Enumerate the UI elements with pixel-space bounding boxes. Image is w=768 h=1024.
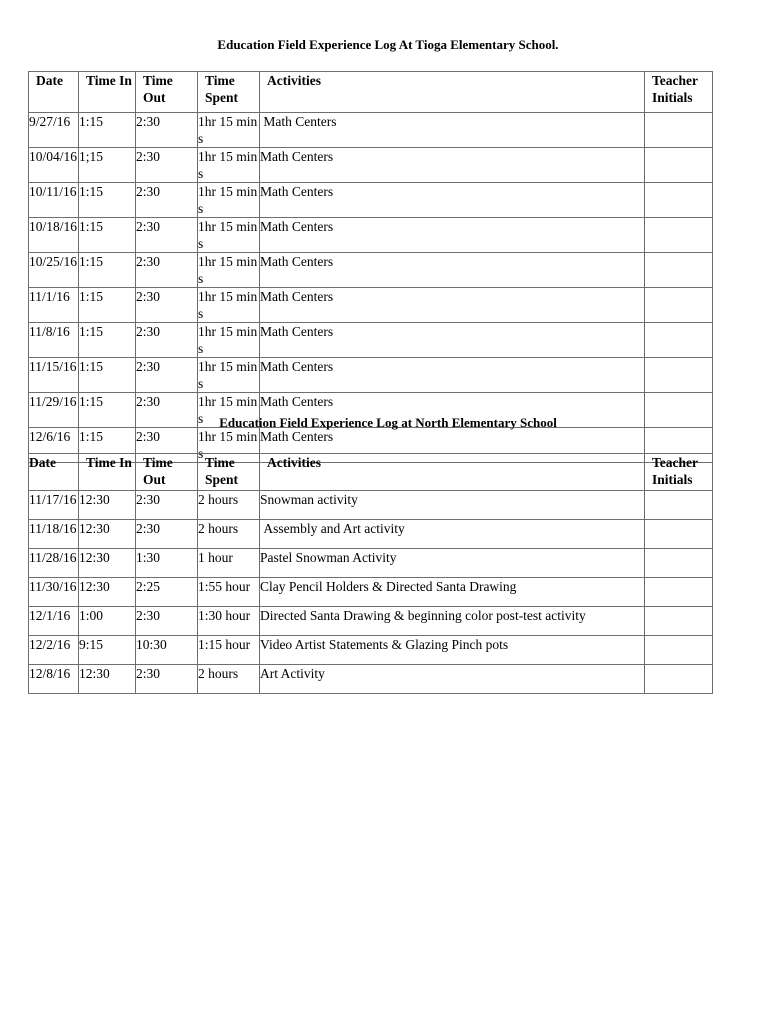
cell-time-in-text: 1;15 [79,149,104,164]
cell-time-spent-text: 1hr 15 mins [198,114,258,146]
cell-date-text: 11/30/16 [29,579,77,594]
tioga-log-table [28,71,713,463]
cell-time-out-text: 2:30 [136,324,161,339]
header-time-spent: Time Spent [198,454,260,491]
cell-time-out [136,288,198,323]
cell-time-spent-text: 2 hours [198,492,239,507]
cell-time-out [136,665,198,694]
cell-date [29,183,79,218]
cell-time-spent-text: 1hr 15 mins [198,184,258,216]
cell-time-out [136,218,198,253]
cell-date [29,607,79,636]
cell-date [29,358,79,393]
cell-time-in-text: 12:30 [79,492,110,507]
cell-time-out [136,253,198,288]
cell-time-in-text: 12:30 [79,550,110,565]
north-log-body [29,491,713,694]
header-time-in: Time In [79,72,136,113]
table-row [29,323,713,358]
cell-time-out-text: 2:25 [136,579,161,594]
cell-teacher-initials-text [645,607,712,635]
cell-date [29,520,79,549]
cell-activity [260,665,645,694]
cell-time-in-text: 1:00 [79,608,104,623]
cell-activity [260,636,645,665]
cell-time-in-text: 1:15 [79,114,104,129]
cell-teacher-initials-text [645,323,712,357]
cell-activity-text: Snowman activity [260,492,358,507]
cell-time-spent-text: 1hr 15 mins [198,289,258,321]
cell-date [29,578,79,607]
cell-time-spent [198,520,260,549]
cell-teacher-initials [645,113,713,148]
cell-date [29,288,79,323]
cell-activity [260,520,645,549]
cell-activity [260,148,645,183]
cell-time-in [79,491,136,520]
cell-time-spent [198,549,260,578]
header-time-spent: Time Spent [198,72,260,113]
cell-teacher-initials [645,520,713,549]
cell-activity-text: Math Centers [260,219,334,234]
cell-time-spent [198,491,260,520]
cell-activity-text: Clay Pencil Holders & Directed Santa Drawing [260,579,517,594]
cell-date-text: 9/27/16 [29,114,71,129]
cell-time-spent-text: 2 hours [198,521,239,536]
cell-date-text: 12/6/16 [29,429,71,444]
cell-activity [260,358,645,393]
header-date: Date [29,72,79,113]
cell-time-out-text: 2:30 [136,429,161,444]
cell-time-spent [198,148,260,183]
cell-time-out-text: 2:30 [136,521,161,536]
cell-time-in-text: 1:15 [79,394,104,409]
cell-time-in [79,113,136,148]
north-log-title: Education Field Experience Log at North Elementary School [219,415,557,430]
cell-date-text: 11/1/16 [29,289,70,304]
cell-date-text: 10/04/16 [29,149,78,164]
cell-time-out-text: 2:30 [136,359,161,374]
table-row [29,665,713,694]
cell-teacher-initials-text [645,358,712,392]
cell-time-out [136,183,198,218]
cell-time-in-text: 1:15 [79,254,104,269]
cell-date-text: 10/11/16 [29,184,77,199]
cell-date [29,665,79,694]
table-row [29,636,713,665]
cell-time-in [79,636,136,665]
header-time-out: Time Out [136,72,198,113]
cell-time-out-text: 2:30 [136,394,161,409]
cell-time-in [79,549,136,578]
cell-time-out-text: 2:30 [136,289,161,304]
cell-date [29,218,79,253]
cell-date-text: 11/18/16 [29,521,77,536]
cell-teacher-initials-text [645,113,712,147]
tioga-log-body [29,113,713,463]
table-row [29,578,713,607]
table-row [29,253,713,288]
cell-time-out-text: 2:30 [136,114,161,129]
cell-teacher-initials [645,148,713,183]
cell-time-spent-text: 1hr 15 mins [198,219,258,251]
cell-time-spent-text: 1hr 15 mins [198,394,258,426]
cell-date [29,323,79,358]
header-teacher-initials: Teacher Initials [645,454,713,491]
table-row [29,148,713,183]
cell-activity-text: Math Centers [260,149,334,164]
cell-time-out [136,113,198,148]
cell-time-in-text: 1:15 [79,359,104,374]
cell-date-text: 11/17/16 [29,492,77,507]
cell-time-out [136,323,198,358]
cell-activity [260,578,645,607]
cell-date-text: 10/18/16 [29,219,78,234]
cell-time-spent [198,607,260,636]
cell-time-spent-text: 1hr 15 mins [198,149,258,181]
cell-time-in [79,323,136,358]
cell-teacher-initials [645,218,713,253]
cell-activity-text: Art Activity [260,666,325,681]
cell-time-out-text: 2:30 [136,184,161,199]
cell-date-text: 11/28/16 [29,550,77,565]
cell-time-in [79,665,136,694]
cell-date [29,253,79,288]
cell-teacher-initials-text [645,218,712,252]
table-row [29,491,713,520]
cell-time-in [79,358,136,393]
cell-time-out-text: 10:30 [136,637,167,652]
cell-time-out-text: 2:30 [136,219,161,234]
table-header-row [29,454,713,491]
cell-time-spent-text: 1hr 15 mins [198,429,258,461]
cell-time-spent-text: 1:55 hour [198,579,251,594]
cell-time-spent-text: 1hr 15 mins [198,324,258,356]
cell-time-in-text: 12:30 [79,521,110,536]
table-row [29,607,713,636]
cell-time-out [136,358,198,393]
header-activities: Activities [260,454,645,491]
cell-activity-text: Math Centers [260,429,334,444]
header-time-out: Time Out [136,454,198,491]
cell-teacher-initials [645,491,713,520]
cell-teacher-initials [645,323,713,358]
cell-activity [260,218,645,253]
table-row [29,218,713,253]
cell-activity-text: Math Centers [260,324,334,339]
cell-teacher-initials-text [645,148,712,182]
cell-time-out-text: 2:30 [136,608,161,623]
cell-time-spent [198,288,260,323]
cell-time-out [136,578,198,607]
cell-time-out [136,520,198,549]
cell-time-in-text: 1:15 [79,184,104,199]
cell-teacher-initials [645,665,713,694]
cell-time-spent-text: 1:30 hour [198,608,251,623]
cell-time-spent [198,665,260,694]
cell-time-spent [198,636,260,665]
cell-date-text: 10/25/16 [29,254,78,269]
cell-activity-text: Directed Santa Drawing & beginning color post-test activity [260,608,586,623]
cell-teacher-initials [645,288,713,323]
cell-time-in-text: 1:15 [79,219,104,234]
cell-activity-text: Video Artist Statements & Glazing Pinch pots [260,637,509,652]
cell-activity-text: Math Centers [260,114,337,129]
cell-time-spent [198,323,260,358]
cell-activity [260,183,645,218]
cell-time-in-text: 1:15 [79,289,104,304]
cell-activity [260,323,645,358]
cell-time-spent [198,183,260,218]
header-date: Date [29,454,79,491]
cell-activity [260,549,645,578]
cell-time-spent-text: 1:15 hour [198,637,251,652]
cell-date-text: 12/8/16 [29,666,71,681]
cell-activity-text: Math Centers [260,254,334,269]
cell-time-in [79,520,136,549]
cell-time-out-text: 2:30 [136,492,161,507]
cell-time-in [79,183,136,218]
cell-time-in [79,253,136,288]
cell-teacher-initials-text [645,183,712,217]
table-row [29,520,713,549]
cell-teacher-initials-text [645,636,712,664]
cell-activity-text: Assembly and Art activity [260,521,405,536]
cell-time-out [136,491,198,520]
cell-time-out-text: 2:30 [136,254,161,269]
cell-time-in-text: 12:30 [79,579,110,594]
table-row [29,113,713,148]
cell-teacher-initials [645,607,713,636]
cell-teacher-initials-text [645,253,712,287]
header-teacher-initials: Teacher Initials [645,72,713,113]
cell-teacher-initials [645,549,713,578]
cell-time-in [79,578,136,607]
cell-time-in-text: 1:15 [79,429,104,444]
cell-time-spent [198,253,260,288]
cell-teacher-initials-text [645,549,712,577]
cell-date-text: 11/8/16 [29,324,70,339]
cell-date [29,113,79,148]
cell-time-spent [198,578,260,607]
cell-teacher-initials-text [645,578,712,606]
cell-time-out-text: 2:30 [136,666,161,681]
cell-activity-text: Math Centers [260,289,334,304]
cell-time-spent-text: 1hr 15 mins [198,359,258,391]
cell-activity [260,491,645,520]
cell-time-in [79,288,136,323]
cell-time-out [136,636,198,665]
cell-activity-text: Pastel Snowman Activity [260,550,397,565]
cell-time-out [136,549,198,578]
cell-date [29,491,79,520]
cell-activity [260,288,645,323]
header-activities: Activities [260,72,645,113]
cell-time-in-text: 12:30 [79,666,110,681]
cell-teacher-initials-text [645,520,712,548]
cell-teacher-initials-text [645,288,712,322]
cell-date-text: 11/15/16 [29,359,77,374]
table-row [29,358,713,393]
cell-date-text: 12/1/16 [29,608,71,623]
cell-time-out [136,148,198,183]
header-time-in: Time In [79,454,136,491]
cell-time-spent-text: 1 hour [198,550,233,565]
cell-time-out-text: 1:30 [136,550,161,565]
cell-time-spent [198,358,260,393]
cell-activity-text: Math Centers [260,184,334,199]
cell-time-spent [198,113,260,148]
table-row [29,288,713,323]
cell-time-in-text: 9:15 [79,637,104,652]
cell-activity [260,253,645,288]
cell-date-text: 12/2/16 [29,637,71,652]
cell-teacher-initials [645,183,713,218]
table-header-row [29,72,713,113]
cell-time-spent-text: 2 hours [198,666,239,681]
cell-date [29,636,79,665]
cell-date [29,148,79,183]
cell-teacher-initials-text [645,665,712,693]
cell-time-out-text: 2:30 [136,149,161,164]
cell-time-out [136,607,198,636]
cell-time-in-text: 1:15 [79,324,104,339]
cell-activity-text: Math Centers [260,359,334,374]
cell-teacher-initials [645,636,713,665]
cell-teacher-initials [645,253,713,288]
north-log-table [28,453,713,694]
cell-teacher-initials [645,578,713,607]
cell-date-text: 11/29/16 [29,394,77,409]
cell-teacher-initials-text [645,491,712,519]
table-row [29,183,713,218]
cell-activity-text: Math Centers [260,394,334,409]
cell-time-spent-text: 1hr 15 mins [198,254,258,286]
table-row [29,549,713,578]
cell-activity [260,607,645,636]
cell-date [29,549,79,578]
cell-teacher-initials [645,358,713,393]
cell-time-in [79,607,136,636]
cell-time-spent [198,218,260,253]
cell-time-in [79,218,136,253]
cell-time-in [79,148,136,183]
cell-activity [260,113,645,148]
tioga-log-title: Education Field Experience Log At Tioga Elementary School. [217,37,559,52]
